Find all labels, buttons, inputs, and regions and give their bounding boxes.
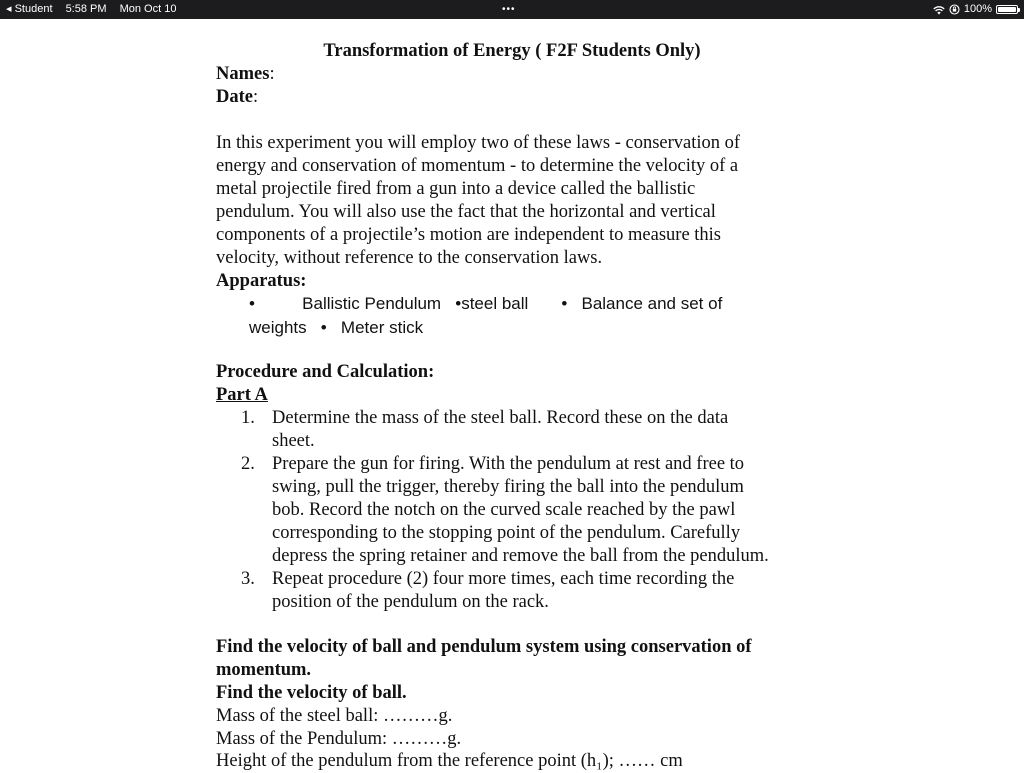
intro-line: pendulum. You will also use the fact that the horizontal and vertical <box>216 202 716 222</box>
status-time: 5:58 PM <box>65 3 107 15</box>
apparatus-list-line: • Ballistic Pendulum •steel ball • Balance and set of <box>249 294 723 313</box>
step-line: corresponding to the stopping point of the pendulum. Carefully <box>272 523 741 543</box>
part-a-heading: Part A <box>216 385 268 405</box>
back-to-app-link[interactable]: ◂ Student <box>6 3 53 15</box>
document-title: Transformation of Energy ( F2F Students Only) <box>323 41 701 61</box>
battery-fill <box>998 7 1016 12</box>
step-line: depress the spring retainer and remove the ball from the pendulum. <box>272 546 769 566</box>
find-momentum-heading: momentum. <box>216 660 312 680</box>
intro-line: velocity, without reference to the conservation laws. <box>216 248 603 268</box>
names-colon: : <box>269 64 275 84</box>
status-date: Mon Oct 10 <box>119 3 177 15</box>
document-page <box>0 19 1024 771</box>
step-number: 1. <box>241 408 255 428</box>
step-line: swing, pull the trigger, thereby firing the ball into the pendulum <box>272 477 744 497</box>
step-line: Determine the mass of the steel ball. Record these on the data <box>272 408 729 428</box>
battery-percent: 100% <box>963 3 992 15</box>
step-line: position of the pendulum on the rack. <box>272 592 549 612</box>
mass-pendulum-line: Mass of the Pendulum: ………g. <box>216 729 462 749</box>
multitask-dots-icon[interactable]: ••• <box>502 4 516 15</box>
apparatus-heading: Apparatus: <box>216 271 307 291</box>
step-line: Prepare the gun for firing. With the pendulum at rest and free to <box>272 454 745 474</box>
intro-line: In this experiment you will employ two of these laws - conservation of <box>216 133 741 153</box>
step-line: bob. Record the notch on the curved scale reached by the pawl <box>272 500 736 520</box>
battery-icon <box>996 5 1018 14</box>
step-line: Repeat procedure (2) four more times, each time recording the <box>272 569 735 589</box>
names-label: Names <box>216 64 270 84</box>
date-colon: : <box>252 87 259 107</box>
wifi-icon <box>933 5 945 15</box>
step-line: sheet. <box>272 431 315 451</box>
names-field <box>216 63 275 86</box>
intro-line: metal projectile fired from a gun into a device called the ballistic <box>216 179 696 199</box>
intro-line: components of a projectile’s motion are independent to measure this <box>216 225 722 245</box>
step-number: 3. <box>241 569 255 589</box>
step-number: 2. <box>241 454 255 474</box>
intro-line: energy and conservation of momentum - to determine the velocity of a <box>216 156 739 176</box>
orientation-lock-icon <box>949 4 960 15</box>
find-ball-heading: Find the velocity of ball. <box>216 683 407 703</box>
procedure-heading: Procedure and Calculation: <box>216 362 435 382</box>
height-line: Height of the pendulum from the reference point (h₁); …… cm <box>216 751 683 771</box>
mass-ball-line: Mass of the steel ball: ………g. <box>216 706 453 726</box>
date-field <box>216 86 258 109</box>
apparatus-list-line: weights • Meter stick <box>249 318 424 337</box>
status-bar <box>0 0 1024 19</box>
find-momentum-heading: Find the velocity of ball and pendulum system using conservation of <box>216 637 752 657</box>
date-label: Date <box>216 87 253 107</box>
